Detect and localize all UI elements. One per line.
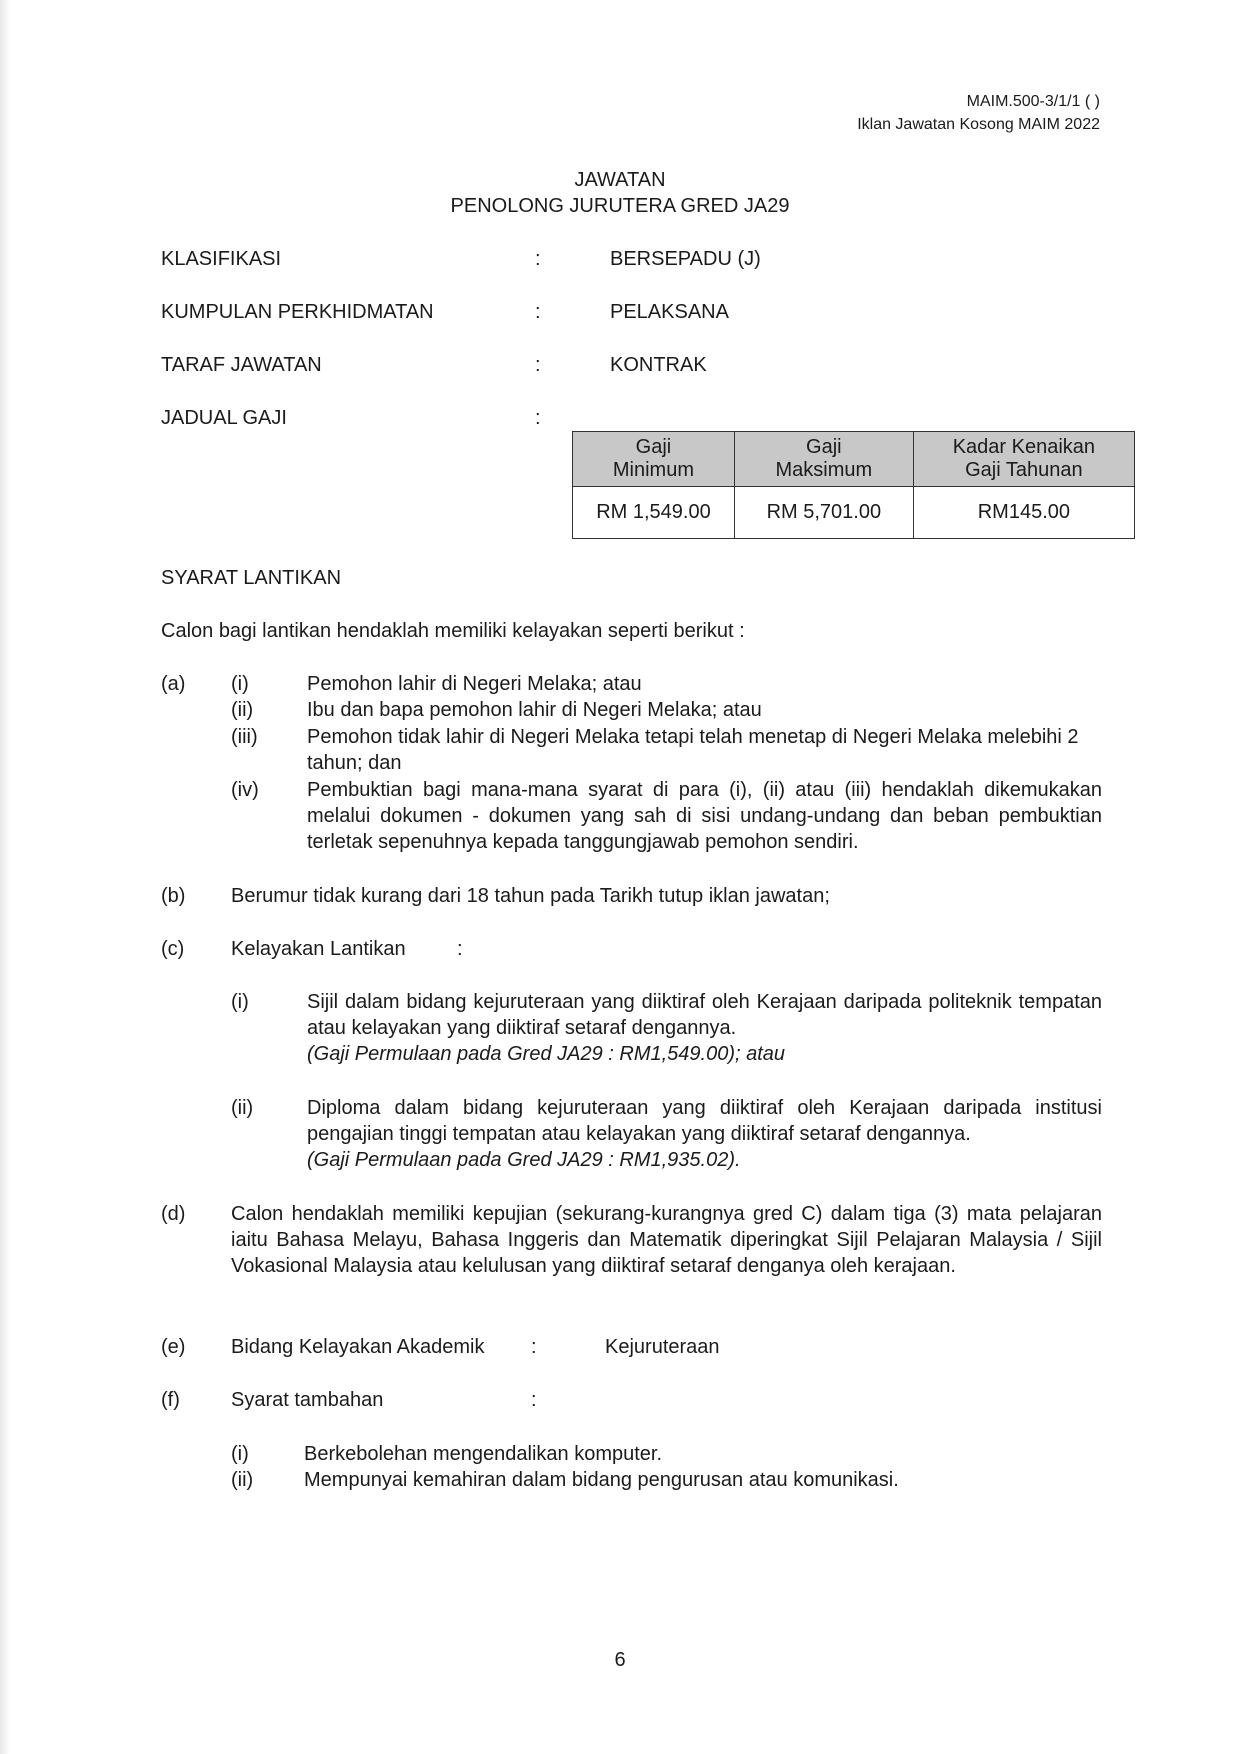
sub-item-text: Pemohon lahir di Negeri Melaka; atau (307, 673, 642, 695)
salary-header-line: Maksimum (775, 459, 873, 481)
section-heading: SYARAT LANTIKAN (161, 567, 342, 589)
field-label-kumpulan: KUMPULAN PERKHIDMATAN (161, 301, 434, 323)
sub-item-text: Pemohon tidak lahir di Negeri Melaka tetapi telah menetap di Negeri Melaka melebihi 2 tahun; dan (307, 726, 1079, 774)
salary-header-line: Gaji (635, 436, 672, 458)
item-text-d: Calon hendaklah memiliki kepujian (sekurang-kurangnya gred C) dalam tiga (3) mata pelajaran iaitu Bahasa Melayu, Bahasa Inggeris dan Matematik diperingkat Sijil Pelajaran Malaysia / Sijil Vokasional Malaysia atau kelulusan yang diiktiraf setaraf denganya oleh kerajaan. (231, 1203, 1102, 1277)
field-label-klasifikasi: KLASIFIKASI (161, 248, 282, 270)
item-label-f: (f) (161, 1389, 180, 1411)
field-colon: : (535, 354, 541, 376)
sub-item-number: (iv) (231, 779, 259, 801)
field-colon: : (535, 248, 541, 270)
salary-min-value: RM 1,549.00 (573, 487, 735, 539)
item-colon: : (531, 1336, 537, 1358)
sub-item-text: Berkebolehan mengendalikan komputer. (304, 1443, 663, 1465)
item-colon: : (457, 938, 463, 960)
field-colon: : (535, 407, 541, 429)
item-text-f: Syarat tambahan (231, 1389, 384, 1411)
intro-text: Calon bagi lantikan hendaklah memiliki kelayakan seperti berikut : (161, 620, 745, 642)
salary-header-max (734, 432, 913, 487)
item-label-c: (c) (161, 938, 185, 960)
sub-item-text: Diploma dalam bidang kejuruteraan yang diiktiraf oleh Kerajaan daripada institusi pengajian tinggi tempatan atau kelayakan yang diiktiraf setaraf dengannya. (307, 1097, 1102, 1145)
salary-header-line: Minimum (612, 459, 694, 481)
salary-table-header-row (573, 432, 1135, 487)
sub-item-number: (iii) (231, 726, 258, 748)
position-title: PENOLONG JURUTERA GRED JA29 (450, 195, 790, 217)
title-heading: JAWATAN (574, 169, 666, 191)
sub-item-text: Pembuktian bagi mana-mana syarat di para (i), (ii) atau (iii) hendaklah dikemukakan melalui dokumen - dokumen yang sah di sisi undang-undang dan beban pembuktian terletak sepenuhnya kepada tanggungjawab pemohon sendiri. (307, 779, 1102, 853)
salary-table-row (573, 487, 1135, 539)
field-value-klasifikasi: BERSEPADU (J) (610, 248, 761, 270)
salary-max-value: RM 5,701.00 (734, 487, 913, 539)
salary-header-increment (913, 432, 1134, 487)
item-value-e: Kejuruteraan (605, 1336, 720, 1358)
reference-title: Iklan Jawatan Kosong MAIM 2022 (857, 116, 1100, 133)
salary-header-line: Gaji Tahunan (965, 459, 1083, 481)
salary-header-line: Kadar Kenaikan (952, 436, 1096, 458)
item-label-b: (b) (161, 885, 186, 907)
sub-item-number: (i) (231, 1443, 249, 1465)
salary-header-line: Gaji (806, 436, 842, 458)
salary-header-min (573, 432, 735, 487)
salary-table (572, 431, 1135, 539)
sub-item-text: Mempunyai kemahiran dalam bidang pengurusan atau komunikasi. (304, 1469, 899, 1491)
item-text-b: Berumur tidak kurang dari 18 tahun pada Tarikh tutup iklan jawatan; (231, 885, 830, 907)
sub-item-number: (ii) (231, 699, 254, 721)
field-label-taraf: TARAF JAWATAN (161, 354, 322, 376)
salary-note: (Gaji Permulaan pada Gred JA29 : RM1,935.02). (307, 1149, 741, 1171)
field-label-jadual: JADUAL GAJI (161, 407, 287, 429)
field-value-taraf: KONTRAK (610, 354, 707, 376)
field-colon: : (535, 301, 541, 323)
item-text-c: Kelayakan Lantikan (231, 938, 406, 960)
item-colon: : (531, 1389, 537, 1411)
page-number: 6 (614, 1649, 626, 1671)
item-label-a: (a) (161, 673, 186, 695)
sub-item-number: (ii) (231, 1097, 254, 1119)
item-label-e: (e) (161, 1336, 186, 1358)
sub-item-number: (ii) (231, 1469, 254, 1491)
item-label-d: (d) (161, 1203, 186, 1225)
sub-item-text: Sijil dalam bidang kejuruteraan yang diiktiraf oleh Kerajaan daripada politeknik tempatan atau kelayakan yang diiktiraf setaraf dengannya. (307, 991, 1102, 1039)
salary-increment-value: RM145.00 (913, 487, 1134, 539)
item-text-e: Bidang Kelayakan Akademik (231, 1336, 485, 1358)
sub-item-text: Ibu dan bapa pemohon lahir di Negeri Melaka; atau (307, 699, 762, 721)
reference-number: MAIM.500-3/1/1 ( ) (966, 93, 1100, 110)
salary-note: (Gaji Permulaan pada Gred JA29 : RM1,549.00); atau (307, 1043, 786, 1065)
page-edge (0, 0, 10, 1754)
sub-item-number: (i) (231, 991, 249, 1013)
sub-item-number: (i) (231, 673, 249, 695)
field-value-kumpulan: PELAKSANA (610, 301, 729, 323)
